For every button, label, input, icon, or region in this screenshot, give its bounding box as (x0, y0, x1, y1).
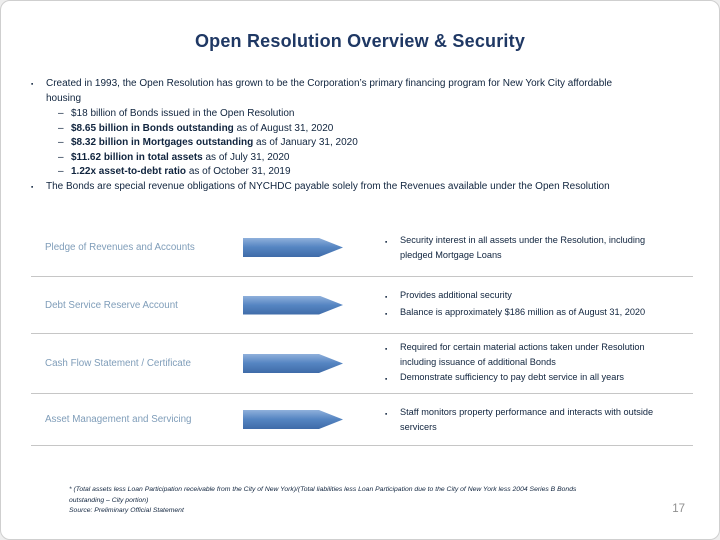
sub-bullet-item (58, 107, 671, 122)
row-label: Pledge of Revenues and Accounts (45, 242, 195, 253)
table-row (31, 394, 693, 446)
dash-icon: – (58, 151, 64, 163)
sub-bullet-text (71, 122, 333, 137)
row-bullet-text: Provides additional security (400, 290, 512, 300)
square-bullet-icon: ▪ (31, 183, 34, 191)
square-bullet-icon: ▪ (31, 81, 34, 88)
sub-bullet-rest: as of July 31, 2020 (202, 151, 290, 163)
sub-bullet-bold: 1.22x asset-to-debt ratio (71, 166, 187, 177)
row-bullet-text: Staff monitors property performance and interacts with outside servicers (400, 406, 654, 432)
sub-bullet-text (71, 107, 294, 122)
row-bullets (385, 405, 673, 435)
slide-content (31, 77, 693, 446)
dash-icon: – (58, 108, 64, 119)
source-note: Source: Preliminary Official Statement (69, 507, 184, 515)
row-label: Cash Flow Statement / Certificate (45, 358, 191, 369)
bullet-item (31, 77, 643, 106)
sub-bullet-rest: as of August 31, 2020 (233, 122, 334, 134)
square-bullet-icon: ▪ (385, 376, 388, 383)
square-bullet-icon: ▪ (385, 294, 388, 301)
row-bullet (385, 340, 673, 370)
row-bullet-text: Required for certain material actions taken under Resolution including issuance of additional Bonds (400, 342, 645, 367)
right-arrow-icon (243, 410, 343, 429)
footnote: * (Total assets less Loan Participation receivable from the City of New York)/(Total liabilities less Loan Participation due to the City of New York less 2004 Series B Bonds outstanding – City portion) (69, 486, 577, 504)
sub-bullet-rest: $18 billion of Bonds issued in the Open Resolution (71, 108, 295, 119)
bullet-item (31, 180, 643, 196)
square-bullet-icon: ▪ (385, 346, 388, 353)
row-bullets (385, 340, 673, 387)
footer (69, 485, 609, 517)
table-row (31, 277, 693, 334)
sub-bullet-text (71, 136, 358, 151)
right-arrow-icon (243, 238, 343, 257)
row-bullet (385, 305, 673, 322)
row-bullet-text: Balance is approximately $186 million as of August 31, 2020 (400, 307, 646, 317)
row-bullets (385, 233, 673, 263)
sub-bullet-item (58, 165, 671, 180)
table-row (31, 219, 693, 277)
table-row (31, 334, 693, 394)
page-title: Open Resolution Overview & Security (194, 31, 526, 51)
sub-bullet-item (58, 151, 671, 166)
right-arrow-icon (243, 354, 343, 373)
sub-bullet-item (58, 136, 671, 151)
row-bullet (385, 405, 673, 435)
bullet-list (31, 77, 671, 195)
square-bullet-icon: ▪ (385, 238, 388, 246)
row-bullet (385, 370, 673, 387)
sub-bullet-bold: $8.32 billion in Mortgages outstanding (71, 137, 254, 148)
row-bullet (385, 288, 673, 305)
row-bullet (385, 233, 673, 263)
sub-bullet-item (58, 122, 671, 137)
dash-icon: – (58, 166, 64, 177)
sub-bullet-bold: $8.65 billion in Bonds outstanding (71, 122, 234, 134)
sub-bullet-rest: as of January 31, 2020 (253, 137, 358, 148)
security-table (31, 219, 693, 446)
right-arrow-icon (243, 296, 343, 315)
row-bullet-text: Demonstrate sufficiency to pay debt service in all years (400, 372, 625, 382)
sub-bullet-bold: $11.62 billion in total assets (71, 151, 203, 163)
sub-bullet-text (71, 165, 291, 180)
square-bullet-icon: ▪ (385, 410, 388, 418)
row-bullets (385, 288, 673, 322)
row-label: Asset Management and Servicing (45, 414, 192, 425)
row-bullet-text: Security interest in all assets under the Resolution, including pledged Mortgage Loans (400, 234, 646, 260)
bullet-text: Created in 1993, the Open Resolution has grown to be the Corporation’s primary financing program for New York City affordable housing (46, 78, 613, 104)
dash-icon: – (58, 137, 64, 148)
bullet-text: The Bonds are special revenue obligations of NYCHDC payable solely from the Revenues available under the Open Resolution (46, 180, 610, 192)
sub-bullet-text (71, 151, 289, 166)
page-number: 17 (672, 503, 685, 515)
row-label: Debt Service Reserve Account (45, 299, 178, 311)
square-bullet-icon: ▪ (385, 311, 388, 318)
sub-bullet-rest: as of October 31, 2019 (186, 166, 291, 177)
dash-icon: – (58, 122, 64, 134)
